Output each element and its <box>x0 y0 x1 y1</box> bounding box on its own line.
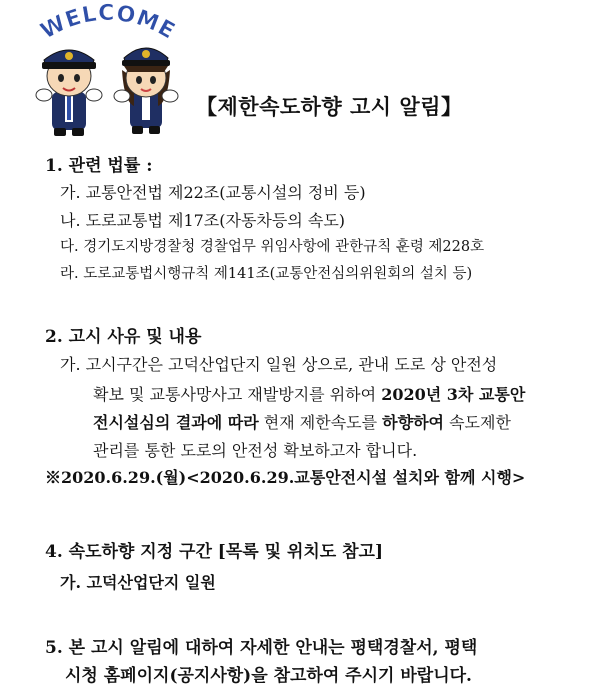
section2-para-line3-bold2: 하향하여 <box>382 413 444 432</box>
section1-item-ga: 가. 교통안전법 제22조(교통시설의 정비 등) <box>60 183 366 202</box>
police-mascots-illustration <box>22 0 192 140</box>
section1-heading: 1. 관련 법률 : <box>45 156 153 176</box>
section2-para-line3-plain1: 현재 제한속도를 <box>258 413 383 432</box>
section2-para-line4: 관리를 통한 도로의 안전성 확보하고자 합니다. <box>93 441 418 460</box>
male-officer-mascot <box>36 50 102 136</box>
notice-title: 【제한속도하향 고시 알림】 <box>196 94 463 119</box>
section2-para-line2 <box>93 382 525 405</box>
female-officer-mascot <box>114 48 178 134</box>
section4-item-ga: 가. 고덕산업단지 일원 <box>60 573 216 592</box>
section5-line2: 시청 홈페이지(공지사항)을 참고하여 주시기 바랍니다. <box>65 666 472 686</box>
section2-para-line1: 가. 고시구간은 고덕산업단지 일원 상으로, 관내 도로 상 안전성 <box>60 355 498 374</box>
section1-item-na: 나. 도로교통법 제17조(자동차등의 속도) <box>60 211 346 230</box>
section2-para-line3-bold1: 전시설심의 결과에 따라 <box>93 413 259 432</box>
section1-item-ra: 라. 도로교통법시행규칙 제141조(교통안전심의위원회의 설치 등) <box>60 266 473 282</box>
section2-para-line2-plain: 확보 및 교통사망사고 재발방지를 위하여 <box>93 385 382 404</box>
svg-text:WELCOME <box>37 1 180 45</box>
section2-note: ※2020.6.29.(월)<2020.6.29.교통안전시설 설치와 함께 시행> <box>45 468 526 487</box>
welcome-text: WELCOME <box>36 0 180 45</box>
section1-item-da: 다. 경기도지방경찰청 경찰업무 위임사항에 관한규칙 훈령 제228호 <box>60 239 485 255</box>
section2-para-line3-plain2: 속도제한 <box>443 413 511 432</box>
section5-line1: 5. 본 고시 알림에 대하여 자세한 안내는 평택경찰서, 평택 <box>45 638 478 658</box>
section4-heading: 4. 속도하향 지정 구간 [목록 및 위치도 참고] <box>45 542 384 562</box>
section2-heading: 2. 고시 사유 및 내용 <box>45 327 202 347</box>
section2-para-line3 <box>93 410 511 433</box>
section2-para-line2-bold: 2020년 3차 교통안 <box>381 385 526 404</box>
